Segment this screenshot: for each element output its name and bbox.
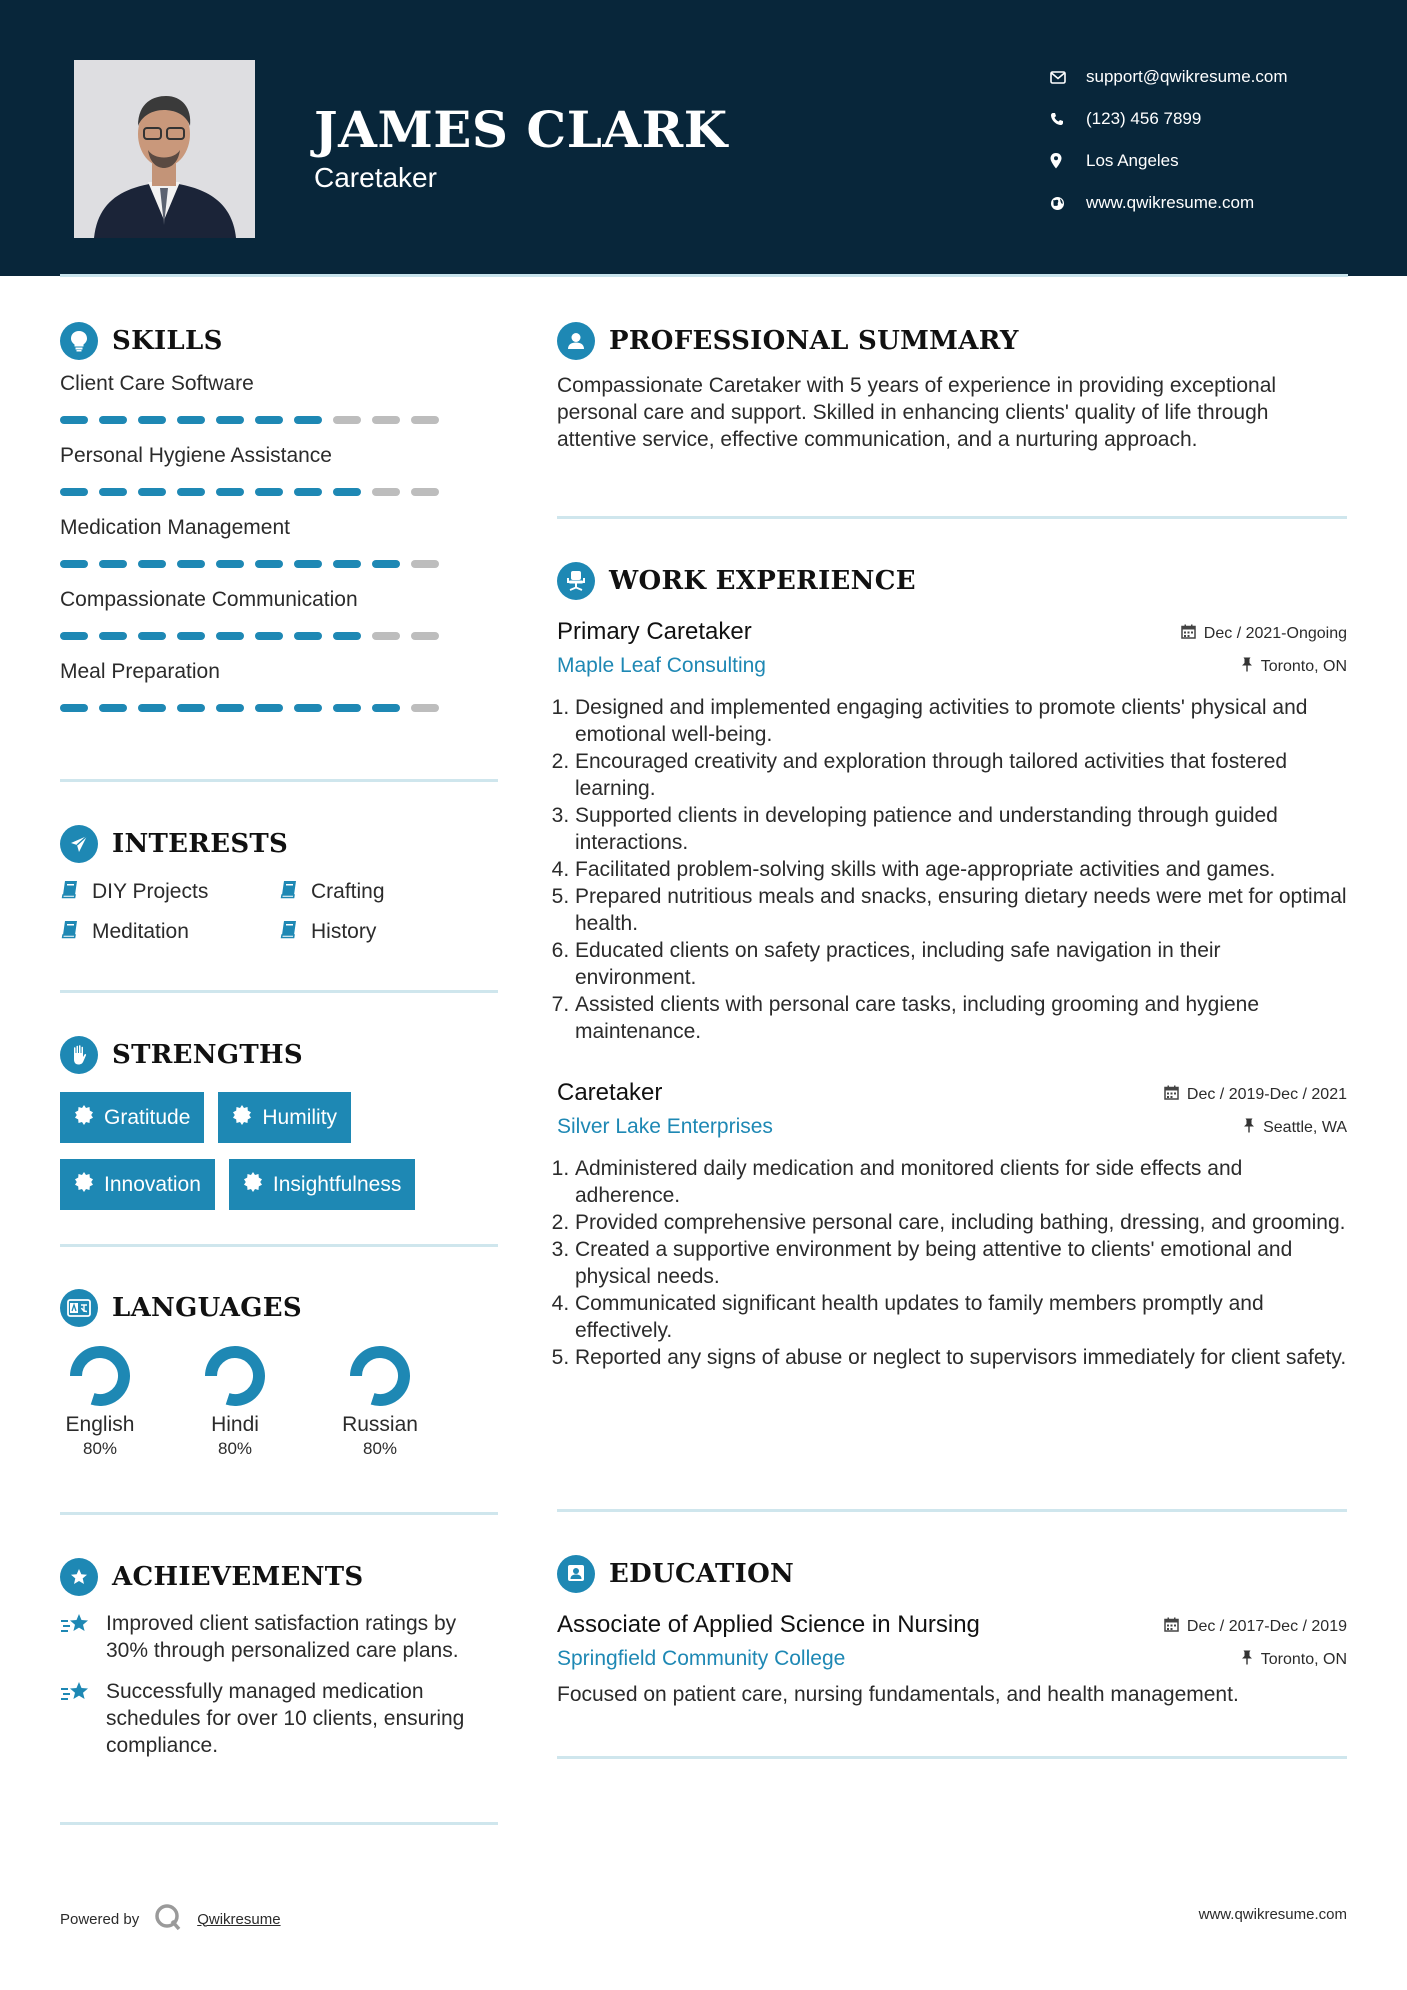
footer-powered-by: [60, 1902, 281, 1936]
duty-item: 2. Provided comprehensive personal care, including bathing, dressing, and grooming.: [575, 1209, 1347, 1236]
skill-dot: [333, 560, 361, 568]
achievements-title: ACHIEVEMENTS: [112, 1562, 364, 1592]
skill-dot: [255, 560, 283, 568]
experience-section: [557, 562, 1347, 1371]
experience-heading: [557, 562, 1347, 600]
skill-dot: [255, 632, 283, 640]
summary-title: PROFESSIONAL SUMMARY: [609, 326, 1019, 356]
summary-section: [557, 322, 1347, 453]
skill-dot: [177, 632, 205, 640]
skill-dot: [294, 488, 322, 496]
language-percent: 80%: [217, 1439, 253, 1458]
achievement-text: Improved client satisfaction ratings by 30% through personalized care plans.: [106, 1612, 459, 1662]
skill-item: [60, 588, 498, 640]
contact-phone: [1050, 98, 1288, 140]
badge-star-icon: [232, 1105, 252, 1131]
interests-section: [60, 825, 498, 945]
job-subheader: [557, 1115, 1347, 1139]
envelope-icon: [1050, 71, 1086, 84]
skill-list: [60, 372, 498, 712]
section-divider: [60, 1244, 498, 1247]
skill-item: [60, 660, 498, 712]
strength-tag: [60, 1092, 204, 1143]
globe-icon: [1050, 196, 1086, 211]
education-date-text: Dec / 2017-Dec / 2019: [1186, 1618, 1347, 1635]
education-title: EDUCATION: [609, 1559, 795, 1589]
lightbulb-icon: [60, 322, 98, 360]
office-chair-icon: [557, 562, 595, 600]
languages-title: LANGUAGES: [112, 1293, 302, 1323]
strength-label: Humility: [262, 1105, 338, 1129]
duty-item: 4. Facilitated problem-solving skills with age-appropriate activities and games.: [575, 856, 1347, 883]
duty-item: 6. Educated clients on safety practices, including safe navigation in their environment.: [575, 937, 1347, 991]
contact-website-text[interactable]: www.qwikresume.com: [1086, 193, 1255, 212]
skill-dot: [138, 488, 166, 496]
strength-label: Gratitude: [104, 1105, 191, 1129]
skill-item: [60, 444, 498, 496]
interest-label: History: [311, 920, 377, 943]
job-entry: [557, 618, 1347, 1045]
candidate-name: JAMES CLARK: [314, 100, 728, 159]
skill-dot: [294, 632, 322, 640]
strength-tag: [60, 1159, 215, 1210]
book-icon: [60, 919, 80, 945]
calendar-icon: [1164, 1085, 1179, 1105]
contact-location: [1050, 140, 1288, 182]
section-divider: [557, 1509, 1347, 1512]
skill-name: Personal Hygiene Assistance: [60, 444, 332, 467]
brand-link[interactable]: Qwikresume: [197, 1910, 281, 1928]
skill-dot: [411, 416, 439, 424]
skill-dot: [372, 488, 400, 496]
achievement-list: [60, 1610, 498, 1759]
education-section: [557, 1555, 1347, 1708]
strength-label: Innovation: [104, 1172, 201, 1196]
skill-dot: [99, 632, 127, 640]
strength-list: [60, 1092, 500, 1210]
language-list: [60, 1345, 498, 1459]
job-company: Silver Lake Enterprises: [557, 1115, 773, 1138]
skill-level-bar: [60, 416, 498, 424]
contact-phone-text[interactable]: (123) 456 7899: [1086, 109, 1202, 128]
strengths-title: STRENGTHS: [112, 1040, 303, 1070]
interest-label: Crafting: [311, 880, 385, 903]
achievements-section: [60, 1558, 498, 1759]
contact-email: [1050, 56, 1288, 98]
duty-item: 3. Supported clients in developing patience and understanding through guided interactions.: [575, 802, 1347, 856]
achievement-item: [60, 1610, 498, 1664]
candidate-role: Caretaker: [314, 162, 437, 193]
languages-section: [60, 1289, 498, 1459]
contact-website: [1050, 182, 1288, 224]
badge-star-icon: [74, 1172, 94, 1198]
skill-dot: [138, 416, 166, 424]
skill-dot: [216, 560, 244, 568]
interest-label: Meditation: [92, 920, 189, 943]
skill-dot: [60, 488, 88, 496]
language-item: [335, 1345, 425, 1459]
skill-dot: [372, 416, 400, 424]
book-icon: [279, 879, 299, 905]
graduate-icon: [557, 1555, 595, 1593]
skill-dot: [294, 704, 322, 712]
education-header: [557, 1611, 1347, 1639]
skill-dot: [255, 704, 283, 712]
job-title: Caretaker: [557, 1079, 663, 1106]
job-header: [557, 618, 1347, 646]
skill-item: [60, 516, 498, 568]
powered-by-label: Powered by: [60, 1910, 140, 1928]
badge-star-icon: [74, 1105, 94, 1131]
qwikresume-logo-icon: [153, 1902, 183, 1936]
education-entry: [557, 1611, 1347, 1708]
skills-section: [60, 322, 498, 732]
school-name: Springfield Community College: [557, 1647, 846, 1670]
interest-item: [279, 919, 498, 945]
contact-email-text[interactable]: support@qwikresume.com: [1086, 67, 1288, 86]
interest-item: [279, 879, 498, 905]
job-subheader: [557, 654, 1347, 678]
resume-header: [0, 0, 1407, 276]
skill-dot: [177, 704, 205, 712]
skill-dot: [333, 488, 361, 496]
achievement-text: Successfully managed medication schedules for over 10 clients, ensuring compliance.: [106, 1680, 465, 1757]
interests-title: INTERESTS: [112, 829, 289, 859]
skill-dot: [138, 704, 166, 712]
location-pin-icon: [1050, 153, 1086, 169]
strengths-section: [60, 1036, 498, 1210]
duty-item: 5. Prepared nutritious meals and snacks, ensuring dietary needs were met for optimal health.: [575, 883, 1347, 937]
education-description: Focused on patient care, nursing fundamentals, and health management.: [557, 1683, 1239, 1706]
skill-dot: [216, 632, 244, 640]
shooting-star-icon: [60, 1678, 94, 1759]
language-progress-ring: [204, 1345, 266, 1407]
job-date: [1181, 624, 1347, 644]
job-entry: [557, 1079, 1347, 1371]
skill-dot: [138, 560, 166, 568]
achievement-item: [60, 1678, 498, 1759]
interest-item: [60, 919, 279, 945]
skill-dot: [255, 488, 283, 496]
skill-dot: [177, 488, 205, 496]
skill-dot: [255, 416, 283, 424]
skill-dot: [372, 632, 400, 640]
skill-name: Client Care Software: [60, 372, 254, 395]
duty-item: 3. Created a supportive environment by being attentive to clients' emotional and physical needs.: [575, 1236, 1347, 1290]
language-name: Hindi: [211, 1413, 259, 1436]
education-heading: [557, 1555, 1347, 1593]
strengths-heading: [60, 1036, 498, 1074]
raised-hand-icon: [60, 1036, 98, 1074]
skill-level-bar: [60, 632, 498, 640]
pushpin-icon: [1241, 657, 1253, 677]
education-date: [1164, 1617, 1347, 1637]
duty-item: 5. Reported any signs of abuse or neglect to supervisors immediately for client safety.: [575, 1344, 1347, 1371]
skill-dot: [99, 560, 127, 568]
job-title: Primary Caretaker: [557, 618, 752, 645]
skills-title: SKILLS: [112, 326, 223, 356]
languages-heading: [60, 1289, 498, 1327]
user-icon: [557, 322, 595, 360]
job-location-text: Toronto, ON: [1260, 658, 1347, 675]
skill-dot: [60, 632, 88, 640]
job-date-text: Dec / 2021-Ongoing: [1203, 625, 1347, 642]
strength-tag: [229, 1159, 415, 1210]
translate-icon: [60, 1289, 98, 1327]
skill-dot: [138, 632, 166, 640]
skill-dot: [333, 704, 361, 712]
calendar-icon: [1164, 1617, 1179, 1637]
language-item: [60, 1345, 140, 1459]
skill-dot: [411, 704, 439, 712]
section-divider: [60, 990, 498, 993]
section-divider: [557, 1756, 1347, 1759]
skill-dot: [411, 560, 439, 568]
skills-heading: [60, 322, 498, 360]
profile-photo: [74, 60, 255, 238]
interest-list: [60, 879, 498, 945]
contact-location-text: Los Angeles: [1086, 151, 1179, 170]
skill-level-bar: [60, 488, 498, 496]
job-date-text: Dec / 2019-Dec / 2021: [1186, 1086, 1347, 1103]
skill-dot: [177, 560, 205, 568]
skill-dot: [177, 416, 205, 424]
skill-dot: [60, 704, 88, 712]
interest-item: [60, 879, 279, 905]
education-subheader: [557, 1647, 1347, 1671]
star-award-icon: [60, 1558, 98, 1596]
skill-dot: [372, 704, 400, 712]
education-location: [1241, 1650, 1347, 1670]
skill-name: Compassionate Communication: [60, 588, 358, 611]
language-name: Russian: [342, 1413, 418, 1436]
duty-item: 4. Communicated significant health updates to family members promptly and effectively.: [575, 1290, 1347, 1344]
book-icon: [279, 919, 299, 945]
summary-text: Compassionate Caretaker with 5 years of experience in providing exceptional personal care and support. Skilled in enhancing clients' quality of life through attentive service, effective communication, and a nurturing approach.: [557, 374, 1277, 451]
interests-heading: [60, 825, 498, 863]
book-icon: [60, 879, 80, 905]
strength-label: Insightfulness: [272, 1172, 402, 1196]
pushpin-icon: [1241, 1650, 1253, 1670]
degree-title: Associate of Applied Science in Nursing: [557, 1611, 980, 1638]
skill-dot: [216, 416, 244, 424]
experience-title: WORK EXPERIENCE: [609, 566, 916, 596]
job-duties: [557, 694, 1347, 1045]
phone-icon: [1050, 112, 1086, 126]
calendar-icon: [1181, 624, 1196, 644]
header-divider: [60, 274, 1348, 277]
section-divider: [60, 1822, 498, 1825]
skill-dot: [99, 488, 127, 496]
contact-list: [1050, 56, 1288, 224]
skill-name: Meal Preparation: [60, 660, 220, 683]
shooting-star-icon: [60, 1610, 94, 1664]
job-duties: [557, 1155, 1347, 1371]
section-divider: [60, 1512, 498, 1515]
badge-star-icon: [243, 1172, 263, 1198]
skill-dot: [294, 416, 322, 424]
skill-level-bar: [60, 560, 498, 568]
skill-dot: [372, 560, 400, 568]
achievements-heading: [60, 1558, 498, 1596]
skill-item: [60, 372, 498, 424]
job-company: Maple Leaf Consulting: [557, 654, 766, 677]
skill-dot: [99, 704, 127, 712]
skill-level-bar: [60, 704, 498, 712]
duty-item: 7. Assisted clients with personal care tasks, including grooming and hygiene maintenance.: [575, 991, 1347, 1045]
skill-dot: [60, 416, 88, 424]
footer-website[interactable]: www.qwikresume.com: [1198, 1906, 1347, 1923]
pushpin-icon: [1243, 1118, 1255, 1138]
language-percent: 80%: [82, 1439, 118, 1458]
section-divider: [557, 516, 1347, 519]
skill-dot: [294, 560, 322, 568]
skill-dot: [411, 488, 439, 496]
skill-dot: [411, 632, 439, 640]
skill-name: Medication Management: [60, 516, 290, 539]
summary-heading: [557, 322, 1347, 360]
job-location: [1243, 1118, 1347, 1138]
job-location-text: Seattle, WA: [1263, 1119, 1347, 1136]
job-date: [1164, 1085, 1347, 1105]
language-name: English: [65, 1413, 135, 1436]
education-location-text: Toronto, ON: [1260, 1651, 1347, 1668]
language-progress-ring: [349, 1345, 411, 1407]
language-item: [195, 1345, 275, 1459]
skill-dot: [333, 632, 361, 640]
skill-dot: [216, 704, 244, 712]
duty-item: 2. Encouraged creativity and exploration through tailored activities that fostered learning.: [575, 748, 1347, 802]
duty-item: 1. Designed and implemented engaging activities to promote clients' physical and emotional well-being.: [575, 694, 1347, 748]
job-header: [557, 1079, 1347, 1107]
job-location: [1241, 657, 1347, 677]
duty-item: 1. Administered daily medication and monitored clients for side effects and adherence.: [575, 1155, 1347, 1209]
strength-tag: [218, 1092, 351, 1143]
skill-dot: [333, 416, 361, 424]
section-divider: [60, 779, 498, 782]
skill-dot: [60, 560, 88, 568]
paper-plane-icon: [60, 825, 98, 863]
skill-dot: [99, 416, 127, 424]
skill-dot: [216, 488, 244, 496]
language-percent: 80%: [362, 1439, 398, 1458]
language-progress-ring: [69, 1345, 131, 1407]
interest-label: DIY Projects: [92, 880, 209, 903]
